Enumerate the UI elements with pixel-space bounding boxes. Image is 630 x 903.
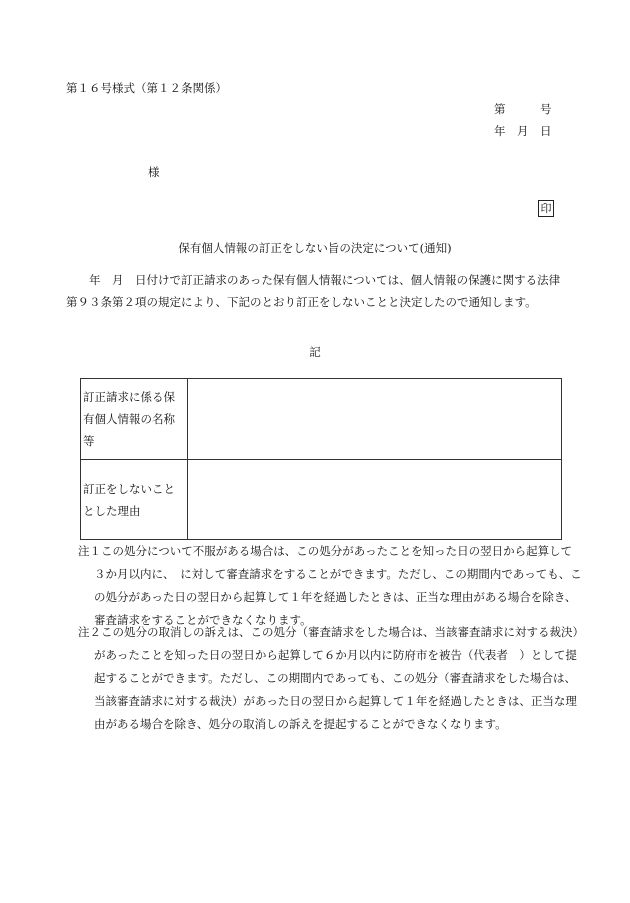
table-row xyxy=(81,379,562,460)
row-label-correction-info: 訂正請求に係る保有個人情報の名称等 xyxy=(81,379,188,460)
table-row xyxy=(81,460,562,540)
document-number: 第 号 xyxy=(494,102,552,116)
ki-heading: 記 xyxy=(309,345,321,359)
body-paragraph: 年 月 日付けで訂正請求のあった保有個人情報については、個人情報の保護に関する法律第９３条第２項の規定により、下記のとおり訂正をしないことと決定したので通知します。 xyxy=(66,273,561,309)
note-1: 注１この処分について不服がある場合は、この処分があったことを知った日の翌日から起算して３か月以内に、 に対して審査請求をすることができます。ただし、この期間内であっても、この処分があった日の翌日から起算して１年を経過したときは、正当な理由がある場合を除き、審査請求をすることができなくなります。 xyxy=(78,544,582,627)
addressee-honorific: 様 xyxy=(148,165,160,179)
form-number: 第１６号様式（第１２条関係） xyxy=(66,81,227,95)
row-value-correction-info xyxy=(188,379,562,460)
row-value-reason xyxy=(188,460,562,540)
note-2: 注２この処分の取消しの訴えは、この処分（審査請求をした場合は、当該審査請求に対する裁決）があったことを知った日の翌日から起算して６か月以内に防府市を被告（代表者 ）として提起することができます。ただし、この期間内であっても、この処分（審査請求をした場合は、当該審査請求に対する裁決）があった日の翌日から起算して１年を経過したときは、正当な理由がある場合を除き、処分の取消しの訴えを提起することができなくなります。 xyxy=(78,625,579,731)
document-date: 年 月 日 xyxy=(494,124,552,138)
row-label-reason: 訂正をしないこととした理由 xyxy=(81,460,188,540)
document-title: 保有個人情報の訂正をしない旨の決定について(通知) xyxy=(178,241,452,255)
detail-table xyxy=(80,378,562,540)
seal-stamp: 印 xyxy=(538,200,554,217)
